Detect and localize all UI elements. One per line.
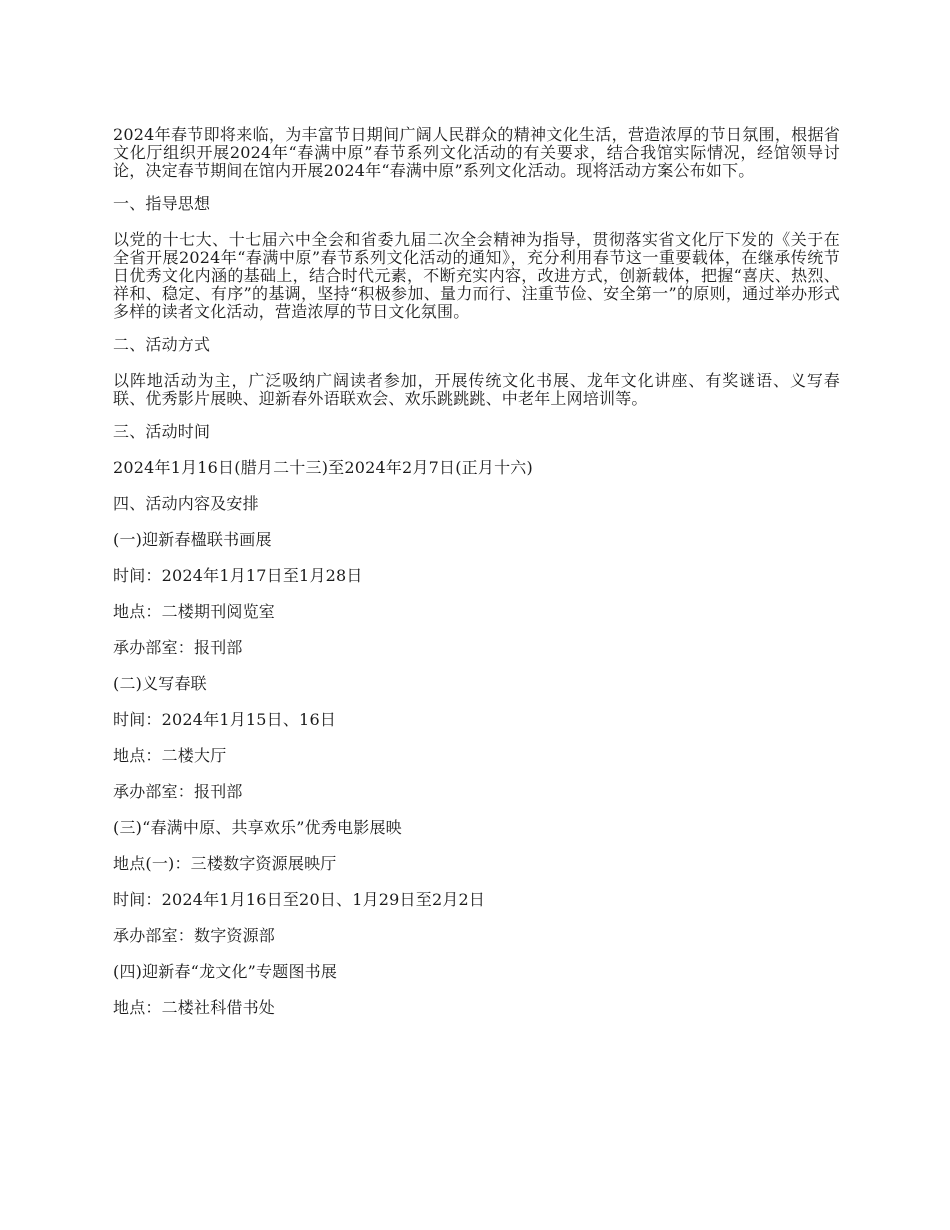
event-department: 承办部室：报刊部 [113,782,243,801]
event-time: 时间：2024年1月15日、16日 [113,710,337,729]
section-heading-activity-content: 四、活动内容及安排 [113,494,259,513]
intro-paragraph: 2024年春节即将来临，为丰富节日期间广阔人民群众的精神文化生活，营造浓厚的节日氛围，根据省文化厅组织开展2024年“春满中原”春节系列文化活动的有关要求，结合我馆实际情况，经馆领导讨论，决定春节期间在馆内开展2024年“春满中原”系列文化活动。现将活动方案公布如下。 [113,125,840,180]
event-title: (一)迎新春楹联书画展 [113,530,272,549]
event-place: 地点(一)：三楼数字资源展映厅 [113,854,337,873]
event-title: (二)义写春联 [113,674,207,693]
event-title: (三)“春满中原、共享欢乐”优秀电影展映 [113,818,402,837]
event-place: 地点：二楼大厅 [113,746,227,765]
section-heading-guiding-thought: 一、指导思想 [113,194,211,213]
activity-method-paragraph: 以阵地活动为主，广泛吸纳广阔读者参加，开展传统文化书展、龙年文化讲座、有奖谜语、义写春联、优秀影片展映、迎新春外语联欢会、欢乐跳跳跳、中老年上网培训等。 [113,371,840,408]
document-body [113,126,840,1035]
event-department: 承办部室：报刊部 [113,638,243,657]
event-time: 时间：2024年1月17日至1月28日 [113,566,363,585]
activity-time-text: 2024年1月16日(腊月二十三)至2024年2月7日(正月十六) [113,458,533,477]
event-title: (四)迎新春“龙文化”专题图书展 [113,962,338,981]
event-place: 地点：二楼期刊阅览室 [113,602,276,621]
event-department: 承办部室：数字资源部 [113,926,276,945]
section-heading-activity-time: 三、活动时间 [113,422,211,441]
guiding-thought-paragraph: 以党的十七大、十七届六中全会和省委九届二次全会精神为指导，贯彻落实省文化厅下发的《关于在全省开展2024年“春满中原”春节系列文化活动的通知》，充分利用春节这一重要载体，在继承传统节日优秀文化内涵的基础上，结合时代元素，不断充实内容，改进方式，创新载体，把握“喜庆、热烈、祥和、稳定、有序”的基调，坚持“积极参加、量力而行、注重节俭、安全第一”的原则，通过举办形式多样的读者文化活动，营造浓厚的节日文化氛围。 [113,230,840,321]
event-place: 地点：二楼社科借书处 [113,998,276,1017]
event-time: 时间：2024年1月16日至20日、1月29日至2月2日 [113,890,486,909]
section-heading-activity-method: 二、活动方式 [113,335,211,354]
